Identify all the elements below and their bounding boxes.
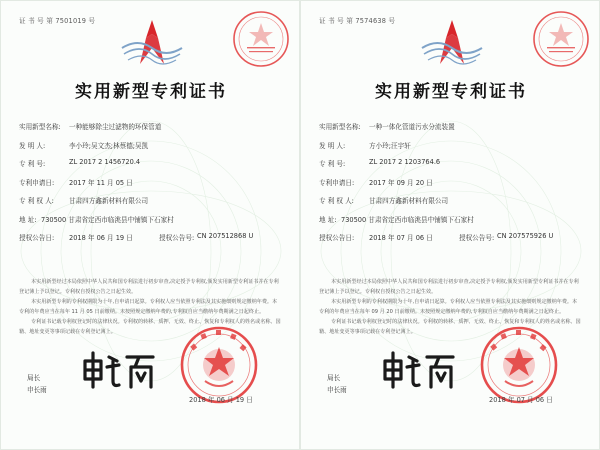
field-value: ZL 2017 2 1203764.6 (369, 158, 441, 166)
field-value: CN 207512868 U (197, 232, 254, 240)
certificate-fields (319, 121, 589, 251)
patent-certificate-right (300, 0, 600, 450)
body-paragraph: 本实用新型专利的专利权期限为十年,自申请日起算。专利权人应当依照专利法及其实施细则规定缴纳年费。本专利的年费应当在每年 09 月 20 日前缴纳。未按照规定缴纳年费的,专利权自应当缴纳年费期满之日起终止。 (319, 299, 578, 315)
field-value: ZL 2017 2 1456720.4 (69, 158, 141, 166)
field-inventor (319, 140, 589, 159)
field-value: 2018 年 07 月 06 日 (369, 234, 433, 242)
field-patent-holder (319, 195, 589, 214)
corner-seal-stamp (531, 9, 591, 69)
body-paragraph: 本实用新型经过本局依照中华人民共和国专利法进行初步审查,决定授予专利权,颁发实用新型专利证书并在专利登记簿上予以登记。专利权自授权公告之日起生效。 (19, 279, 279, 295)
body-paragraph: 专利证书记载专利权登记时的法律状况。专利权的转移、质押、无效、终止、恢复和专利权人的姓名或名称、国籍、地址变更等事项记载在专利登记簿上。 (319, 319, 581, 335)
patent-office-logo-icon (118, 18, 186, 70)
field-value: 甘肃四方鑫新材料有限公司 (369, 197, 449, 205)
patent-office-logo-icon (418, 18, 486, 70)
field-label: 专 利 权 人: (19, 197, 54, 205)
field-value: 甘肃四方鑫新材料有限公司 (69, 197, 149, 205)
field-value: 一种能够除尘过滤物的环保管道 (69, 123, 162, 131)
field-label: 发 明 人: (319, 141, 346, 150)
chief-name: 申长雨 (27, 386, 47, 394)
field-label: 授权公告日: (19, 234, 55, 242)
seal-date: 2018 年 06 月 19 日 (189, 396, 253, 404)
body-paragraph: 专利证书记载专利权登记时的法律状况。专利权的转移、质押、无效、终止、恢复和专利权人的姓名或名称、国籍、地址变更等事项记载在专利登记簿上。 (19, 319, 281, 335)
field-label: 专 利 号: (319, 160, 346, 168)
official-round-seal (179, 325, 259, 405)
field-value: 730500 甘肃省定西市临洮县中铺镇下石家村 (341, 215, 474, 224)
field-label: 发 明 人: (19, 141, 46, 150)
field-value: 730500 甘肃省定西市临洮县中铺镇下石家村 (41, 215, 174, 224)
certificate-serial-number: 证 书 号 第 7501019 号 (19, 17, 96, 25)
chief-title: 局长 (27, 374, 41, 382)
field-utility-model-name (319, 121, 589, 140)
certificate-fields (19, 121, 289, 251)
field-address (319, 214, 589, 233)
field-label: 专 利 号: (19, 160, 46, 168)
field-value: 2017 年 11 月 05 日 (69, 178, 133, 187)
field-patent-number (319, 158, 589, 177)
field-label: 授权公告号: (459, 234, 495, 242)
handwritten-signature (379, 347, 459, 393)
certificate-title: 实用新型专利证书 (75, 82, 227, 102)
field-label: 专利申请日: (319, 178, 355, 187)
chief-name: 申长雨 (327, 386, 347, 394)
corner-seal-stamp (231, 9, 291, 69)
field-value: 李小玲;吴文杰;林蔡德;吴凯 (69, 141, 149, 150)
field-value: 一种一体化管道污水分流装置 (369, 123, 455, 131)
body-paragraph: 本实用新型经过本局依照中华人民共和国专利法进行初步审查,决定授予专利权,颁发实用新型专利证书并在专利登记簿上予以登记。专利权自授权公告之日起生效。 (319, 279, 579, 295)
field-utility-model-name (19, 121, 289, 140)
field-label: 实用新型名称: (319, 123, 361, 131)
field-grant-date (319, 232, 589, 251)
field-grant-date (19, 232, 289, 251)
field-patent-number (19, 158, 289, 177)
body-paragraph: 本实用新型专利的专利权期限为十年,自申请日起算。专利权人应当依照专利法及其实施细则规定缴纳年费。本专利的年费应当在每年 11 月 05 日前缴纳。未按照规定缴纳年费的,专利权自应当缴纳年费期满之日起终止。 (19, 299, 278, 315)
field-label: 实用新型名称: (19, 123, 61, 131)
field-address (19, 214, 289, 233)
official-round-seal (479, 325, 559, 405)
seal-date: 2018 年 07 月 06 日 (489, 396, 553, 404)
field-label: 授权公告号: (159, 234, 195, 242)
field-label: 地 址: (319, 215, 337, 224)
field-inventor (19, 140, 289, 159)
field-value: 2017 年 09 月 20 日 (369, 178, 433, 187)
chief-title: 局长 (327, 374, 341, 382)
field-label: 专利申请日: (19, 178, 55, 187)
certificate-serial-number: 证 书 号 第 7574638 号 (319, 17, 396, 25)
field-patent-holder (19, 195, 289, 214)
field-application-date (319, 177, 589, 196)
field-label: 授权公告日: (319, 234, 355, 242)
handwritten-signature (79, 347, 159, 393)
field-application-date (19, 177, 289, 196)
field-label: 地 址: (19, 215, 37, 224)
certificate-title: 实用新型专利证书 (375, 82, 527, 102)
field-value: 2018 年 06 月 19 日 (69, 234, 133, 242)
field-value: CN 207575926 U (497, 232, 554, 240)
field-value: 方小玲;汪宇轩 (369, 141, 411, 150)
field-label: 专 利 权 人: (319, 197, 354, 205)
